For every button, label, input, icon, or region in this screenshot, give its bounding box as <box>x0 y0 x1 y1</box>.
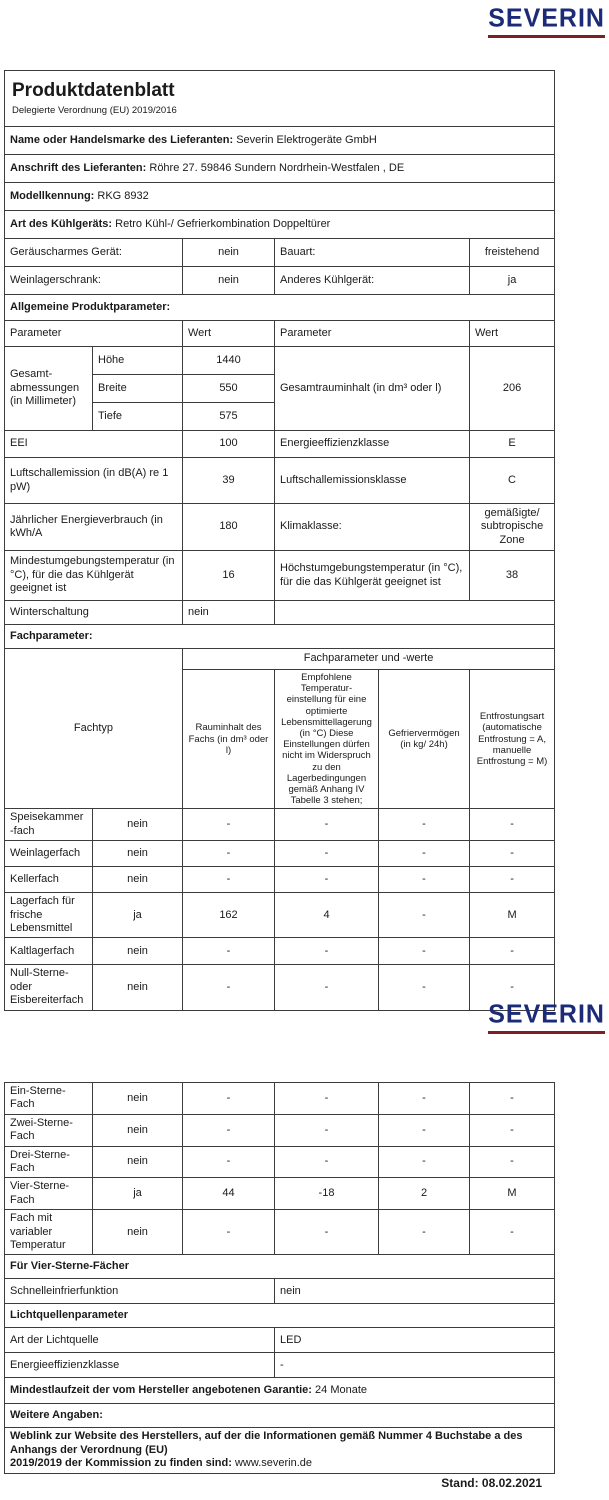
warranty-cell <box>5 1378 555 1404</box>
table-row <box>5 1146 555 1178</box>
compartment-temp: - <box>275 1146 379 1178</box>
table-row <box>5 347 555 375</box>
light-energy-class-value: - <box>275 1353 555 1378</box>
table-row <box>5 458 555 504</box>
table-row <box>5 809 555 841</box>
compartment-defrost: - <box>470 1114 555 1146</box>
warranty-label: Mindestlaufzeit der vom Hersteller angebotenen Garantie: <box>10 1384 312 1397</box>
section-four-star: Für Vier-Sterne-Fächer <box>5 1255 555 1279</box>
model-label: Modellkennung: <box>10 189 95 202</box>
header-wert-1: Wert <box>183 321 275 347</box>
appliance-type-cell <box>5 211 555 239</box>
compartment-defrost: - <box>470 965 555 1010</box>
energy-class-label: Energieeffizienzklasse <box>275 431 470 458</box>
climate-class-label: Klimaklasse: <box>275 504 470 551</box>
compartment-name: Weinlagerfach <box>5 841 93 867</box>
compartment-temp: - <box>275 1210 379 1255</box>
noise-emission-label: Luftschallemission (in dB(A) re 1 pW) <box>5 458 183 504</box>
compartment-capacity: - <box>379 867 470 893</box>
section-row <box>5 1255 555 1279</box>
revision-date: Stand: 08.02.2021 <box>441 1476 542 1490</box>
compartment-volume: - <box>183 1210 275 1255</box>
compartment-temp: - <box>275 1083 379 1115</box>
compartment-capacity: - <box>379 1083 470 1115</box>
compartment-name: Lagerfach für frische Lebensmittel <box>5 893 93 938</box>
logo-underline <box>488 1031 605 1034</box>
compartment-temp: - <box>275 1114 379 1146</box>
fast-freeze-label: Schnelleinfrierfunktion <box>5 1279 275 1304</box>
table-row <box>5 1279 555 1304</box>
recommended-temp-header: Empfohlene Temperatur- einstellung für eine optimierte Lebensmittellagerung (in °C) Diese Einstellungen dürfen nicht im Widerspruch zu den Lagerbedingungen gemäß Anhang IV Tabelle 3 stehen; <box>275 670 379 809</box>
weblink-url: www.severin.de <box>234 1457 313 1470</box>
total-volume-value: 206 <box>470 347 555 431</box>
fast-freeze-value: nein <box>275 1279 555 1304</box>
compartment-capacity: - <box>379 1210 470 1255</box>
table-row <box>5 504 555 551</box>
compartment-name: Zwei-Sterne-Fach <box>5 1114 93 1146</box>
weblink-label-2: 2019/2019 der Kommission zu finden sind: <box>10 1457 232 1470</box>
noise-class-label: Luftschallemissionsklasse <box>275 458 470 504</box>
supplier-name-row <box>5 127 555 155</box>
compartment-capacity: 2 <box>379 1178 470 1210</box>
compartment-name: Fach mit variabler Temperatur <box>5 1210 93 1255</box>
wine-cabinet-value: nein <box>183 267 275 295</box>
severin-logo <box>488 999 605 1034</box>
table-row <box>5 893 555 938</box>
supplier-address-label: Anschrift des Lieferanten: <box>10 161 147 174</box>
model-cell <box>5 183 555 211</box>
low-noise-value: nein <box>183 239 275 267</box>
severin-logo <box>488 3 605 38</box>
appliance-type-label: Art des Kühlgeräts: <box>10 217 113 230</box>
severin-logo-text: SEVERIN <box>488 999 605 1029</box>
compartment-volume: - <box>183 809 275 841</box>
supplier-name-label: Name oder Handelsmarke des Lieferanten: <box>10 133 234 146</box>
warranty-row <box>5 1378 555 1404</box>
compartment-capacity: - <box>379 1146 470 1178</box>
width-label: Breite <box>93 375 183 403</box>
compartment-temp: - <box>275 965 379 1010</box>
compartment-defrost: - <box>470 1083 555 1115</box>
light-energy-class-label: Energieeffizienzklasse <box>5 1353 275 1378</box>
compartment-present: nein <box>93 1210 183 1255</box>
compartment-volume: 44 <box>183 1178 275 1210</box>
design-type-value: freistehend <box>470 239 555 267</box>
compartment-defrost: M <box>470 1178 555 1210</box>
header-parameter-2: Parameter <box>275 321 470 347</box>
table-row <box>5 938 555 965</box>
dimensions-label: Gesamt-abmessungen (in Millimeter) <box>5 347 93 431</box>
width-value: 550 <box>183 375 275 403</box>
compartment-temp: - <box>275 938 379 965</box>
compartment-present: nein <box>93 1114 183 1146</box>
table-row <box>5 1328 555 1353</box>
compartment-temp: 4 <box>275 893 379 938</box>
compartment-name: Drei-Sterne-Fach <box>5 1146 93 1178</box>
compartment-volume: 162 <box>183 893 275 938</box>
min-ambient-temp-value: 16 <box>183 551 275 601</box>
appliance-type-value: Retro Kühl-/ Gefrierkombination Doppeltürer <box>115 217 331 230</box>
section-row <box>5 1404 555 1428</box>
product-datasheet-page1 <box>4 70 555 1011</box>
compartment-span-header: Fachparameter und -werte <box>183 649 555 670</box>
compartment-defrost: - <box>470 1210 555 1255</box>
compartment-defrost: - <box>470 809 555 841</box>
max-ambient-temp-label: Höchstumgebungstemperatur (in °C), für die das Kühlgerät geeignet ist <box>275 551 470 601</box>
other-appliance-label: Anderes Kühlgerät: <box>275 267 470 295</box>
table-row <box>5 431 555 458</box>
table-row <box>5 267 555 295</box>
page-title: Produktdatenblatt <box>12 80 175 102</box>
min-ambient-temp-label: Mindestumgebungstemperatur (in °C), für die das Kühlgerät geeignet ist <box>5 551 183 601</box>
design-type-label: Bauart: <box>275 239 470 267</box>
compartment-temp: - <box>275 809 379 841</box>
winter-setting-value: nein <box>183 601 275 625</box>
supplier-address-cell <box>5 155 555 183</box>
compartment-defrost: - <box>470 867 555 893</box>
table-row <box>5 965 555 1010</box>
compartment-capacity: - <box>379 893 470 938</box>
height-label: Höhe <box>93 347 183 375</box>
weblink-cell <box>5 1428 555 1473</box>
compartment-header-row <box>5 649 555 670</box>
compartment-name: Kaltlagerfach <box>5 938 93 965</box>
table-row <box>5 601 555 625</box>
section-compartment-parameters: Fachparameter: <box>5 625 555 649</box>
compartment-capacity: - <box>379 841 470 867</box>
section-light-parameters: Lichtquellenparameter <box>5 1304 555 1328</box>
table-row <box>5 1178 555 1210</box>
weblink-label: Weblink zur Website des Herstellers, auf der die Informationen gemäß Nummer 4 Buchstabe a des Anhangs der Verordnung (EU) <box>10 1430 523 1456</box>
compartment-volume: - <box>183 1083 275 1115</box>
climate-class-value: gemäßigte/ subtropische Zone <box>470 504 555 551</box>
table-row <box>5 1114 555 1146</box>
depth-label: Tiefe <box>93 403 183 431</box>
freezing-capacity-header: Gefriervermögen (in kg/ 24h) <box>379 670 470 809</box>
compartment-type-header: Fachtyp <box>5 649 183 809</box>
compartment-present: nein <box>93 938 183 965</box>
header-parameter-1: Parameter <box>5 321 183 347</box>
compartment-present: nein <box>93 841 183 867</box>
defrost-type-header: Entfrostungsart (automatische Entfrostung = A, manuelle Entfrostung = M) <box>470 670 555 809</box>
energy-class-value: E <box>470 431 555 458</box>
table-row <box>5 551 555 601</box>
light-source-type-label: Art der Lichtquelle <box>5 1328 275 1353</box>
max-ambient-temp-value: 38 <box>470 551 555 601</box>
compartment-name: Speisekammer-fach <box>5 809 93 841</box>
eei-label: EEI <box>5 431 183 458</box>
table-row <box>5 239 555 267</box>
compartment-defrost: - <box>470 841 555 867</box>
compartment-name: Ein-Sterne-Fach <box>5 1083 93 1115</box>
annual-energy-value: 180 <box>183 504 275 551</box>
depth-value: 575 <box>183 403 275 431</box>
noise-emission-value: 39 <box>183 458 275 504</box>
supplier-address-value: Röhre 27. 59846 Sundern Nordrhein-Westfalen , DE <box>149 161 405 174</box>
height-value: 1440 <box>183 347 275 375</box>
compartment-defrost: - <box>470 1146 555 1178</box>
other-appliance-value: ja <box>470 267 555 295</box>
section-row <box>5 295 555 321</box>
compartment-volume: - <box>183 938 275 965</box>
column-header-row <box>5 321 555 347</box>
noise-class-value: C <box>470 458 555 504</box>
warranty-value: 24 Monate <box>315 1384 368 1397</box>
compartment-volume: - <box>183 965 275 1010</box>
header-wert-2: Wert <box>470 321 555 347</box>
compartment-defrost: - <box>470 938 555 965</box>
compartment-temp: - <box>275 841 379 867</box>
supplier-name-value: Severin Elektrogeräte GmbH <box>236 133 377 146</box>
eei-value: 100 <box>183 431 275 458</box>
volume-header: Rauminhalt des Fachs (in dm³ oder l) <box>183 670 275 809</box>
table-row <box>5 1210 555 1255</box>
logo-underline <box>488 35 605 38</box>
compartment-defrost: M <box>470 893 555 938</box>
product-datasheet-page2 <box>4 1082 555 1474</box>
compartment-present: nein <box>93 1083 183 1115</box>
section-general-parameters: Allgemeine Produktparameter: <box>5 295 555 321</box>
table-row <box>5 1083 555 1115</box>
compartment-capacity: - <box>379 938 470 965</box>
table-row <box>5 841 555 867</box>
severin-logo-text: SEVERIN <box>488 3 605 33</box>
compartment-temp: - <box>275 867 379 893</box>
compartment-present: nein <box>93 1146 183 1178</box>
compartment-present: nein <box>93 965 183 1010</box>
compartment-volume: - <box>183 1114 275 1146</box>
model-value: RKG 8932 <box>97 189 149 202</box>
weblink-row <box>5 1428 555 1473</box>
supplier-name-cell <box>5 127 555 155</box>
compartment-capacity: - <box>379 965 470 1010</box>
table-row <box>5 1353 555 1378</box>
low-noise-label: Geräuscharmes Gerät: <box>5 239 183 267</box>
table-row <box>5 867 555 893</box>
empty-cell <box>275 601 555 625</box>
model-row <box>5 183 555 211</box>
compartment-present: nein <box>93 809 183 841</box>
compartment-present: nein <box>93 867 183 893</box>
compartment-capacity: - <box>379 809 470 841</box>
section-more-info: Weitere Angaben: <box>5 1404 555 1428</box>
appliance-type-row <box>5 211 555 239</box>
wine-cabinet-label: Weinlagerschrank: <box>5 267 183 295</box>
page-subtitle: Delegierte Verordnung (EU) 2019/2016 <box>12 105 177 117</box>
section-row <box>5 1304 555 1328</box>
compartment-name: Vier-Sterne-Fach <box>5 1178 93 1210</box>
annual-energy-label: Jährlicher Energieverbrauch (in kWh/A <box>5 504 183 551</box>
light-source-type-value: LED <box>275 1328 555 1353</box>
section-row <box>5 625 555 649</box>
title-row <box>5 71 555 127</box>
compartment-temp: -18 <box>275 1178 379 1210</box>
total-volume-label: Gesamtrauminhalt (in dm³ oder l) <box>275 347 470 431</box>
compartment-volume: - <box>183 1146 275 1178</box>
winter-setting-label: Winterschaltung <box>5 601 183 625</box>
compartment-present: ja <box>93 1178 183 1210</box>
compartment-volume: - <box>183 867 275 893</box>
compartment-name: Null-Sterne- oder Eisbereiterfach <box>5 965 93 1010</box>
supplier-address-row <box>5 155 555 183</box>
compartment-capacity: - <box>379 1114 470 1146</box>
compartment-name: Kellerfach <box>5 867 93 893</box>
title-cell <box>5 71 555 127</box>
compartment-present: ja <box>93 893 183 938</box>
compartment-volume: - <box>183 841 275 867</box>
